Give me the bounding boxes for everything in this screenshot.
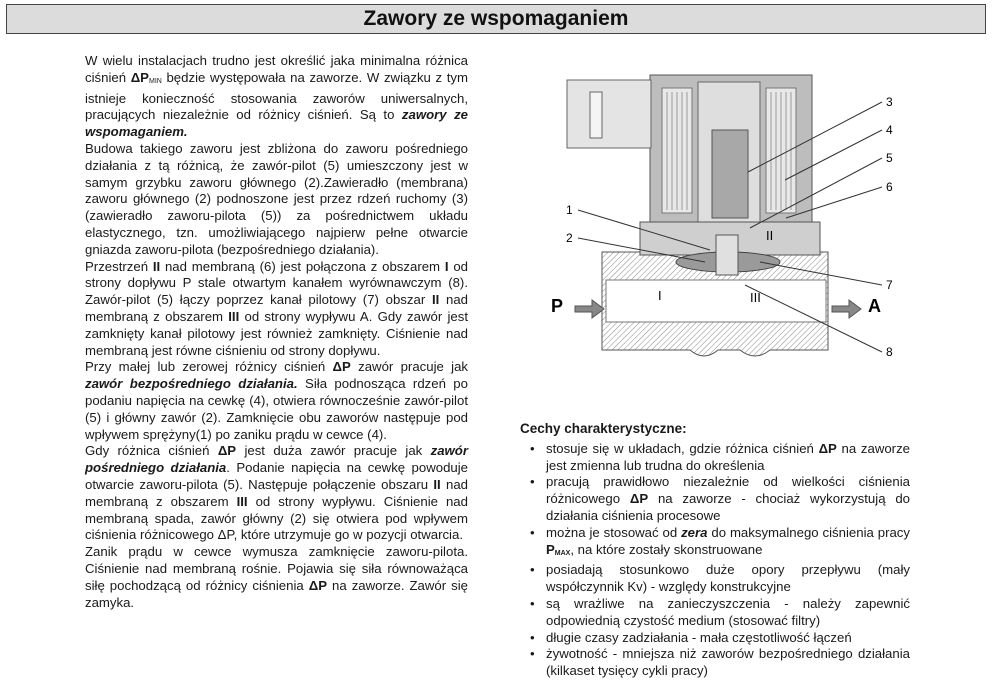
inlet-p-label: P <box>551 296 564 316</box>
label-2: 2 <box>566 231 573 245</box>
paragraph-high-pressure: Gdy różnica ciśnień ΔP jest duża zawór pracuje jak zawór pośredniego działania. Podanie napięcia na cewkę powoduje otwarcie zaworu-pilota (5). Następuje połączenie obszaru II nad membraną z obszarem III od strony wypływu. Ciśnienie nad membraną spada, zawór główny (2) się otwiera pod wpływem ciśnienia różnicowego ΔP, które utrzymuje go w pozycji otwarcia. <box>85 443 468 543</box>
paragraph-intro: W wielu instalacjach trudno jest określić jaka minimalna różnica ciśnień ΔPMIN będzie występowała na zaworze. W związku z tym istnieje konieczność stosowania zaworów uniwersalnych, pracujących niezależnie od różnicy ciśnień. Są to zawory ze wspomaganiem. <box>85 53 468 140</box>
feature-item: • można je stosować od zera do maksymalnego ciśnienia pracy PMAX, na które zostały skonstruowane <box>520 525 910 563</box>
feature-item: • długie czasy zadziałania - mała częstotliwość łączeń <box>520 630 910 647</box>
paragraph-low-pressure: Przy małej lub zerowej różnicy ciśnień ΔP zawór pracuje jak zawór bezpośredniego działania. Siła podnosząca rdzeń po podaniu napięcia na cewkę (4), otwiera równocześnie zawór-pilot (5) i główny zawór (2). Zamknięcie obu zaworów następuje pod wpływem sprężyny(1) po zaniku prądu w cewce (4). <box>85 359 469 442</box>
feature-item: • pracują prawidłowo niezależnie od wielkości ciśnienia różnicowego ΔP na zaworze - chociaż wykorzystują do działania ciśnienia procesowe <box>520 474 910 524</box>
features-list <box>520 441 910 680</box>
title-bar <box>6 4 986 34</box>
paragraph-construction: Budowa takiego zaworu jest zbliżona do zaworu pośredniego działania z tą różnicą, że zawór-pilot (5) umieszczony jest w samym grzybku zaworu głównego (2).Zawieradło (membrana) zaworu głównego (2) podnoszone jest przez rdzeń ruchomy (3) (zawieradło zaworu-pilota (5)) za pośrednictwem układu elastycznego, tzn. umożliwiającego najpierw pełne otwarcie gniazda zaworu-pilota (bezpośredniego działania). <box>85 140 468 257</box>
feature-item: • posiadają stosunkowo duże opory przepływu (mały współczynnik Kv) - względy konstrukcyjne <box>520 562 910 596</box>
label-7: 7 <box>886 278 893 292</box>
description-column <box>85 53 468 611</box>
feature-item: • żywotność - mniejsza niż zaworów bezpośredniego działania (kilkaset tysięcy cykli pracy) <box>520 646 910 680</box>
feature-item: • są wrażliwe na zanieczyszczenia - należy zapewnić odpowiednią czystość medium (stosować filtry) <box>520 596 910 630</box>
zone-iii-label: III <box>750 290 761 305</box>
label-6: 6 <box>886 180 893 194</box>
page-title: Zawory ze wspomaganiem <box>363 7 629 30</box>
outlet-arrow-icon <box>832 300 861 318</box>
label-5: 5 <box>886 151 893 165</box>
outlet-a-label: A <box>868 296 881 316</box>
valve-cross-section-diagram <box>540 60 920 380</box>
paragraph-power-off: Zanik prądu w cewce wymusza zamknięcie zaworu-pilota. Ciśnienie nad membraną rośnie. Pojawia się siła równoważąca siłę pochodzącą od różnicy ciśnienia ΔP na zaworze. Zawór się zamyka. <box>85 544 469 610</box>
electrical-connector <box>567 80 651 148</box>
feature-item: • stosuje się w układach, gdzie różnica ciśnień ΔP na zaworze jest zmienna lub trudna do określenia <box>520 441 910 475</box>
plunger-core <box>712 130 748 218</box>
label-8: 8 <box>886 345 893 359</box>
label-3: 3 <box>886 95 893 109</box>
paragraph-spaces: Przestrzeń II nad membraną (6) jest połączona z obszarem I od strony dopływu P stale otwartym kanałem wyrównawczym (8). Zawór-pilot (5) łączy poprzez kanał pilotowy (7) obszar II nad membraną z obszarem III od strony wypływu A. Gdy zawór jest zamknięty kanał pilotowy jest również zamknięty. Ciśnienie nad membraną jest równe ciśnieniu od strony dopływu. <box>85 258 469 358</box>
zone-ii-label: II <box>766 228 774 243</box>
connector-cable <box>590 92 602 138</box>
pilot-seat <box>716 235 738 275</box>
features-section <box>520 421 910 680</box>
label-1: 1 <box>566 203 573 217</box>
inlet-arrow-icon <box>575 300 604 318</box>
flow-channel <box>606 280 826 322</box>
zone-i-label: I <box>658 288 662 303</box>
features-heading: Cechy charakterystyczne: <box>520 421 687 436</box>
label-4: 4 <box>886 123 893 137</box>
